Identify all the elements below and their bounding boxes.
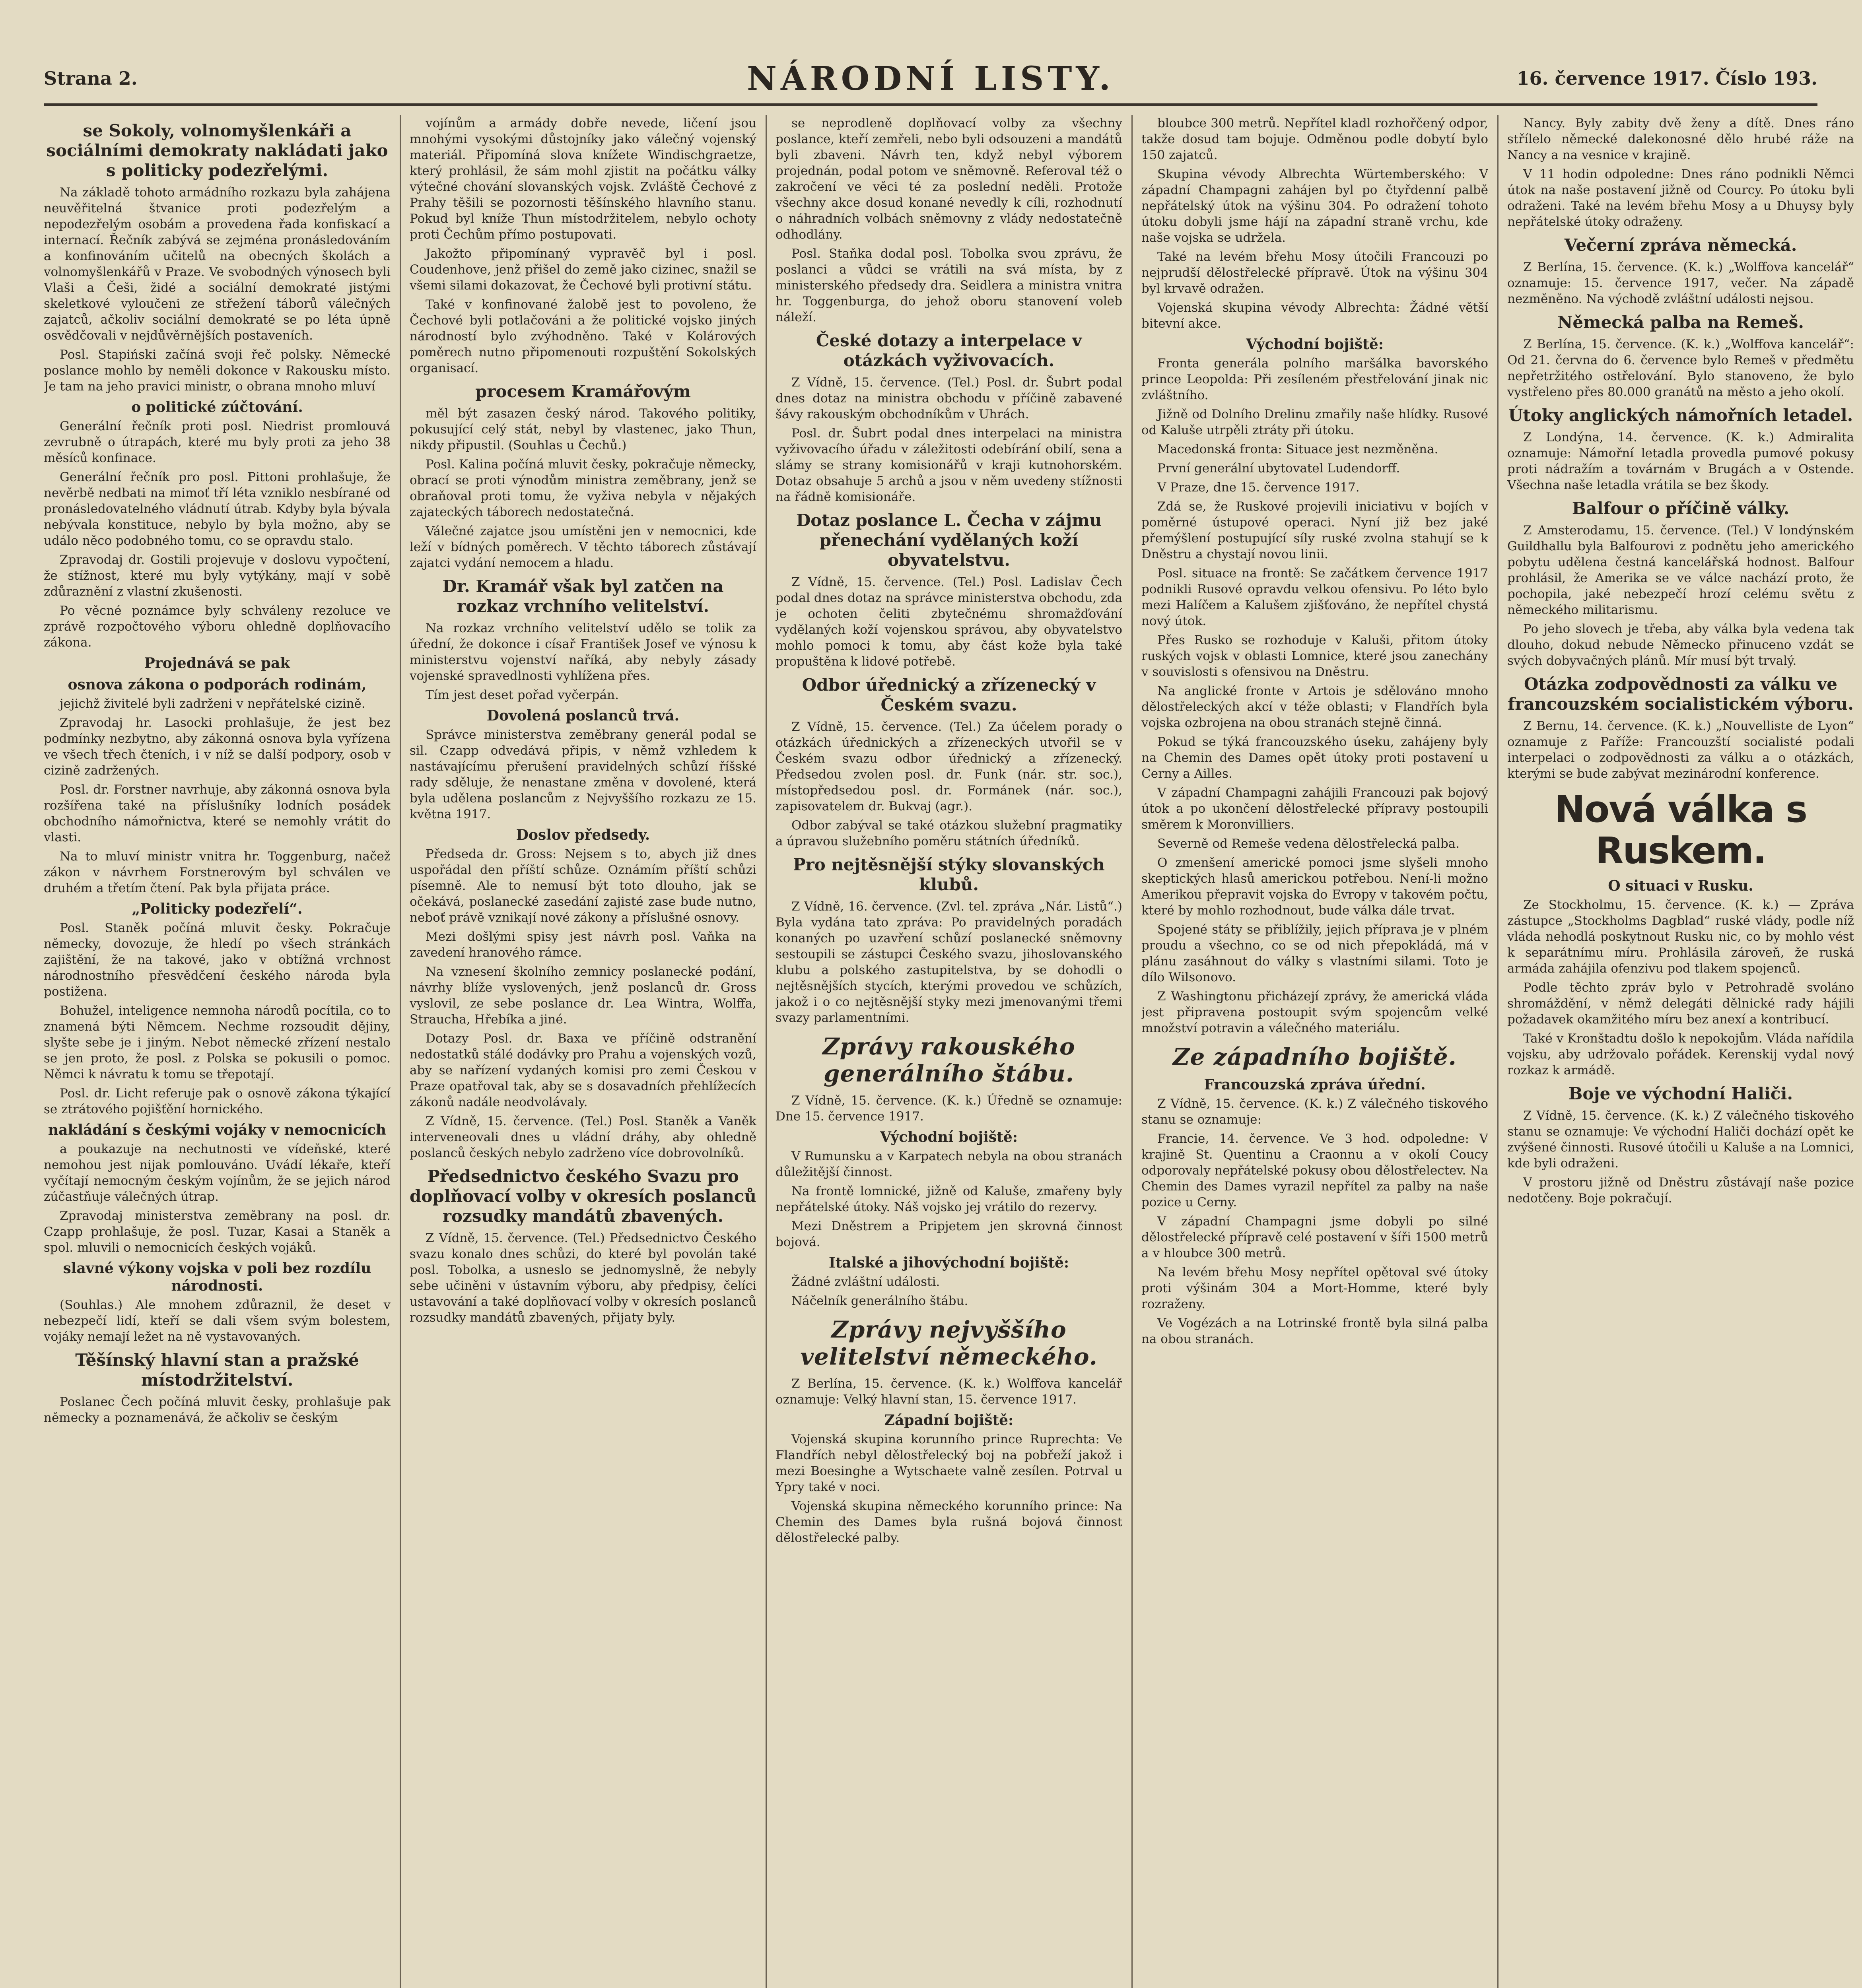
article-headline: se Sokoly, volnomyšlenkáři a sociálními demokraty nakládati jako s politicky podezřelými.	[46, 121, 388, 180]
article-paragraph: Z Vídně, 15. července. (K. k.) Úředně se oznamuje: Dne 15. července 1917.	[776, 1093, 1122, 1124]
article-headline: Balfour o příčině války.	[1572, 499, 1790, 518]
article-paragraph: Z Vídně, 15. července. (Tel.) Posl. Staněk a Vaněk interveneovali dnes u vládní dráhy, aby ohledně poslanců českých nebylo zadrženo více dobrovolníků.	[410, 1114, 756, 1160]
article-paragraph: Na vznesení školního zemnicy poslanecké podání, návrhy blíže vyslovených, jenž poslanců dr. Gross vyslovil, ze sebe poslance dr. Lea Wintra, Wolffa, Straucha, Hřebíka a jiné.	[410, 965, 756, 1027]
section-subheading: Doslov předsedy.	[516, 827, 650, 843]
article-paragraph: Posl. Stapiński začíná svoji řeč polsky. Německé poslance mohlo by neměli dokonce v Rakousku místo. Je tam na jeho pravici ministr, o obrana mnoho mluví	[44, 348, 391, 394]
article-paragraph: Žádné zvláštní události.	[791, 1275, 940, 1289]
article-paragraph: Z Berlína, 15. července. (K. k.) „Wolffova kancelář“ oznamuje: 15. července 1917, večer. Na západě nezměněno. Na východě zvláštní události nejsou.	[1507, 260, 1854, 306]
article-paragraph: Z Vídně, 15. července. (Tel.) Předsednictvo Českého svazu konalo dnes schůzi, do které byl povolán také posl. Tobolka, a usneslo se jednomyslně, že nebyly sebe učiněni v ústavním výboru, aby předpisy, čelíci ustavování a také doplňovací volby v okresích poslanců rozsudky mandátů zbavených, přijaty byly.	[410, 1231, 756, 1325]
article-paragraph: Dotazy Posl. dr. Baxa ve příčině odstranění nedostatků stálé dodávky pro Prahu a vojenských vozů, aby se nařízení vydaných komisi pro zemi Českou v Praze opatřoval tak, aby se s dosavadních přehlížecích zákonů nadále neodvolávaly.	[410, 1031, 756, 1109]
article-headline: České dotazy a interpelace v otázkách vyživovacích.	[816, 331, 1082, 370]
article-paragraph: Předseda dr. Gross: Nejsem s to, abych již dnes uspořádal den příští schůze. Oznámím příští schůzi písemně. Ale to nemusí být toto dlouho, jak se očekává, poslanecké zasedání zajisté zase bude nutno, neboť právě vznikají nové zákony a příslušné osnovy.	[410, 847, 756, 925]
section-subheading: Italské a jihovýchodní bojiště:	[828, 1254, 1069, 1271]
article-paragraph: Skupina vévody Albrechta Würtemberského: V západní Champagni zahájen byl po čtyřdenní palbě nepřátelský útok na výšinu 304. Po odražení tohoto útoku dobyli jsme hájí na západní straně vrchu, kde naše vojska se udržela.	[1141, 167, 1488, 245]
article-paragraph: V 11 hodin odpoledne: Dnes ráno podnikli Němci útok na naše postavení jižně od Courcy. Po útoku byli odraženi. Také na levém břehu Mosy a u Dhuysy byly nepřátelské útoky odraženy.	[1507, 167, 1854, 229]
article-paragraph: Válečné zajatce jsou umístěni jen v nemocnici, kde leží v bídných poměrech. V těchto táborech zůstávají zajatci vydání nemocem a hladu.	[410, 524, 756, 570]
column-rule	[400, 115, 401, 1988]
article-paragraph: Z Vídně, 15. července. (K. k.) Z válečného tiskového stanu se oznamuje:	[1141, 1097, 1488, 1127]
article-paragraph: Vojenská skupina korunního prince Ruprechta: Ve Flandřích nebyl dělostřelecký boj na pobřeží jakož i mezi Boesinghe a Wytschaete valně zesílen. Potrval u Ypry také v noci.	[776, 1432, 1122, 1494]
article-paragraph: Ze Stockholmu, 15. července. (K. k.) — Zpráva zástupce „Stockholms Dagblad“ ruské vlády, podle níž vláda nehodlá poskytnout Rusku nic, co by mohlo vést k separátnímu míru. Prohlásila zároveň, že ruská armáda zahájila ofenzivu pod tlakem spojenců.	[1507, 898, 1854, 976]
article-paragraph: Macedonská fronta: Situace jest nezměněna.	[1157, 442, 1438, 456]
article-paragraph: Posl. situace na frontě: Se začátkem července 1917 podnikli Rusové opravdu velkou ofensivu. Po léto bylo mezi Halíčem a Kalušem zjišťováno, že nepřítel chystá nový útok.	[1141, 566, 1488, 628]
article-paragraph: a poukazuje na nechutnosti ve vídeňské, které nemohou jest nijak pomlouváno. Uvádí lékaře, kteří vyčítají nemocným českým vojínům, že se jejich národ zúčastňuje válečných útrap.	[44, 1142, 391, 1204]
article-paragraph: Nancy. Byly zabity dvě ženy a dítě. Dnes ráno střílelo německé dalekonosné dělo hrubé ráže na Nancy a na vesnice v krajině.	[1507, 116, 1854, 162]
issue-date: 16. července 1917. Číslo 193.	[1516, 68, 1817, 89]
article-paragraph: První generální ubytovatel Ludendorff.	[1157, 461, 1400, 476]
article-headline-large: Zprávy rakouského generálního štábu.	[822, 1033, 1075, 1087]
article-paragraph: Fronta generála polního maršálka bavorského prince Leopolda: Při zesíleném přestřelování jinak nic zvláštního.	[1141, 356, 1488, 402]
section-subheading: Východní bojiště:	[880, 1129, 1018, 1145]
article-paragraph: Podle těchto zpráv bylo v Petrohradě svoláno shromáždění, v němž delegáti dělnické rady hájili požadavek okamžitého míru bez anexí a kontribucí.	[1507, 980, 1854, 1027]
article-headline: Těšínský hlavní stan a pražské místodržitelství.	[75, 1350, 359, 1390]
article-paragraph: Zdá se, že Ruskové projevili iniciativu v bojích v poměrné ústupové operaci. Nyní již bez jaké přemýšlení postupující síly ruské zvolna stahují se k Dněstru a chystají novou linii.	[1141, 499, 1488, 561]
article-headline: Večerní zpráva německá.	[1564, 235, 1797, 255]
section-subheading: „Politicky podezřelí“.	[132, 901, 303, 917]
article-paragraph: Po věcné poznámce byly schváleny rezoluce ve zprávě rozpočtového výboru ohledně doplňovacího zákona.	[44, 604, 391, 650]
section-subheading: O situaci v Rusku.	[1608, 878, 1753, 894]
article-paragraph: V Rumunsku a v Karpatech nebyla na obou stranách důležitější činnost.	[776, 1149, 1122, 1179]
section-subheading: Východní bojiště:	[1246, 336, 1384, 353]
article-paragraph: Zpravodaj dr. Gostili projevuje v doslovu vypočtení, že stížnost, které mu byly vytýkány, mají v sobě zdůraznění z vlastní zkušenosti.	[44, 553, 391, 599]
article-paragraph: Generální řečník pro posl. Pittoni prohlašuje, že nevěrbě nedbati na mimoť tří léta vzniklo nesbírané od pronásledovatelného vládnutí útrab. Kdyby byla bývala nebývala konstituce, nebylo by byla možno, aby se událo něco podobného tomu, co se opravdu stalo.	[44, 470, 391, 548]
article-paragraph: měl být zasazen český národ. Takového politiky, pokusující celý stát, nebyl by vlastenec, jako Thun, nikdy připustil. (Souhlas u Čechů.)	[410, 406, 756, 452]
article-paragraph: (Souhlas.) Ale mnohem zdůraznil, že deset v nebezpečí lidí, kteří se dali všem svým bolestem, vojáky nemají ležet na ně vystavovaných.	[44, 1298, 391, 1344]
article-paragraph: O zmenšení americké pomoci jsme slyšeli mnoho skeptických hlasů americkou potřebou. Není-li možno Amerikou přepravit vojska do Evropy v takovém počtu, které by mohlo rozhodnout, bude válka dále trvat.	[1141, 856, 1488, 918]
article-paragraph: Z Vídně, 15. července. (Tel.) Za účelem porady o otázkách úřednických a zřízeneckých utvořil se v Českém svazu odbor úřednický a zřízenecký. Předsedou zvolen posl. dr. Funk (nár. str. soc.), místopředsedou posl. dr. Formánek (nár. soc.), zapisovatelem dr. Bukvaj (agr.).	[776, 720, 1122, 813]
article-paragraph: Také na levém břehu Mosy útočili Francouzi po nejprudší dělostřelecké přípravě. Útok na výšinu 304 byl krvavě odražen.	[1141, 250, 1488, 296]
article-headline: Boje ve východní Haliči.	[1568, 1084, 1793, 1103]
article-paragraph: Náčelník generálního štábu.	[791, 1294, 968, 1308]
article-headline: Pro nejtěsnější stýky slovanských klubů.	[793, 855, 1105, 894]
article-paragraph: Na to mluví ministr vnitra hr. Toggenburg, načež zákon v návrhem Forstnerovým byl schválen ve druhém a třetím čtení. Pak byla přijata práce.	[44, 849, 391, 895]
article-paragraph: Také v Kronštadtu došlo k nepokojům. Vláda nařídila vojsku, aby udržovalo pořádek. Kerenskij vydal nový rozkaz k armádě.	[1507, 1031, 1854, 1077]
article-headline: procesem Kramářovým	[475, 382, 691, 401]
article-paragraph: V Praze, dne 15. července 1917.	[1157, 480, 1360, 495]
article-paragraph: V prostoru jižně od Dněstru zůstávají naše pozice nedotčeny. Boje pokračují.	[1507, 1175, 1854, 1206]
page-number: Strana 2.	[44, 68, 138, 89]
article-paragraph: Zpravodaj ministerstva zeměbrany na posl. dr. Czapp prohlašuje, že posl. Tuzar, Kasai a Staněk a spol. mluvili o nemocnicích českých vojáků.	[44, 1209, 391, 1255]
article-paragraph: Poslanec Čech počíná mluvit česky, prohlašuje pak německy a poznamenává, že ačkoliv se českým	[44, 1395, 391, 1425]
article-paragraph: Vojenská skupina německého korunního prince: Na Chemin des Dames byla rušná bojová činnost dělostřelecké palby.	[776, 1499, 1122, 1545]
article-headline: Dotaz poslance L. Čecha v zájmu přenechání vydělaných koží obyvatelstvu.	[796, 511, 1102, 570]
article-paragraph: Přes Rusko se rozhoduje v Kaluši, přitom útoky ruských vojsk v oblasti Lomnice, které jsou zanechány v souvislosti s ofensivou na Dněstru.	[1141, 633, 1488, 679]
article-paragraph: Také v konfinované žalobě jest to povoleno, že Čechové byli potlačováni a že politické vojsko jiných národností bylo zvýhodněno. Také v Kolárových poměrech nutno připomenouti rozpuštění Sokolských organisací.	[410, 297, 756, 375]
article-paragraph: Mezi došlými spisy jest návrh posl. Vaňka na zavedení hranového rámce.	[410, 930, 756, 960]
section-subheading: Francouzská zpráva úřední.	[1204, 1076, 1426, 1093]
article-paragraph: jejichž živitelé byli zadrženi v nepřátelské cizině.	[60, 697, 365, 711]
article-paragraph: Z Berlína, 15. července. (K. k.) „Wolffova kancelář“: Od 21. června do 6. července bylo Remeš v předmětu nepřetržitého ostřelování. Bylo stanoveno, že bylo vystřeleno přes 80.000 granátů na město a jeho okolí.	[1507, 337, 1854, 399]
article-paragraph: vojínům a armády dobře nevede, ličení jsou mnohými vysokými důstojníky jako válečný vojenský materiál. Připomíná slova knížete Windischgraetze, který prohlásil, že sám mohl zjistit na počátku války výtečné chování slovanských vojsk. Zvláště Čechové z Prahy těšili se pozornosti těšínského hlavního stanu. Pokud byl kníže Thun místodržitelem, nebylo ochoty proti Čechům přímo postupovati.	[410, 116, 756, 242]
article-paragraph: Tím jest deset pořad vyčerpán.	[426, 688, 619, 702]
article-paragraph: Z Bernu, 14. července. (K. k.) „Nouvelliste de Lyon“ oznamuje z Paříže: Francouzští socialisté podali interpelaci o zodpovědnosti za válku a o otázkách, kterými se bude zabývat mezinárodní konference.	[1507, 719, 1854, 781]
section-subheading: Projednává se pak	[144, 655, 290, 672]
article-paragraph: se neprodleně doplňovací volby za všechny poslance, kteří zemřeli, nebo byli odsouzeni a mandátů byli zbaveni. Návrh ten, když nebyl výborem projednán, podal potom ve sněmovně. Referoval též o zakročení ve věci té za poslední neděli. Protože všechny akce dosud konané nevedly k cíli, rozhodnutí o náhradních volbách sněmovny z vlády nedostatečně odhodlány.	[776, 116, 1122, 242]
article-paragraph: Francie, 14. července. Ve 3 hod. odpoledne: V krajině St. Quentinu a Craonnu a v okolí Coucy odporovaly nepřátelské pokusy obou dělostřelectev. Na Chemin des Dames vyrazil nepřítel za palby na naše pozice u Cerny.	[1141, 1132, 1488, 1209]
article-headline: Odbor úřednický a zřízenecký v Českém svazu.	[802, 675, 1096, 714]
section-subheading: slavné výkony vojska v poli bez rozdílu národnosti.	[63, 1260, 371, 1294]
article-paragraph: Na anglické fronte v Artois je sdělováno mnoho dělostřeleckých akcí v téže oblasti; v Flandřích byla vojska ozbrojena na obou stranách stejně činná.	[1141, 684, 1488, 730]
article-paragraph: Posl. dr. Licht referuje pak o osnově zákona týkající se ztrátového pojišťění hornického.	[44, 1086, 391, 1116]
article-paragraph: Na základě tohoto armádního rozkazu byla zahájena neuvěřitelná štvanice proti podezřelým a nepodezřelým osobám a provedena řada konfiskací a internací. Řečník zabývá se zejména pronásledováním a konfinováním učitelů na obecných školách a volnomyšlenkářů v Praze. Ve svobodných výnosech byli Vlaši a Češi, židé a sociální demokraté jistými skeletkové vyloučeni ze střežení táborů válečných zajatců, ačkoliv sociální demokraté se po léta úpně osvědčovali v nejdůvěrnějších postaveních.	[44, 185, 391, 343]
article-headline: Útoky anglických námořních letadel.	[1508, 406, 1853, 425]
article-paragraph: Severně od Remeše vedena dělostřelecká palba.	[1157, 837, 1460, 851]
section-subheading: Dovolená poslanců trvá.	[486, 707, 680, 724]
column-rule	[1131, 115, 1133, 1988]
masthead	[44, 60, 1817, 106]
article-paragraph: Mezi Dněstrem a Pripjetem jen skrovná činnost bojová.	[776, 1219, 1122, 1249]
article-paragraph: Pokud se týká francouzského úseku, zahájeny byly na Chemin des Dames opět útoky proti postavení u Cerny a Ailles.	[1141, 735, 1488, 781]
article-headline-large: Zprávy nejvyššího velitelství německého.	[800, 1316, 1098, 1370]
article-paragraph: Jakožto připomínaný vypravěč byl i posl. Coudenhove, jenž přišel do země jako cizinec, snažil se všemi silami dokazovat, že Čechové byli protivní státu.	[410, 247, 756, 293]
article-paragraph: Zpravodaj hr. Lasocki prohlašuje, že jest bez podmínky nezbytno, aby zákonná osnova byla vyřízena ve všech třech čteních, i v níž se další podpory, osob v cizině zadržených.	[44, 716, 391, 778]
newspaper-title: NÁRODNÍ LISTY.	[747, 60, 1114, 98]
section-subheading: nakládání s českými vojáky v nemocnicích	[48, 1122, 387, 1138]
article-paragraph: Po jeho slovech je třeba, aby válka byla vedena tak dlouho, dokud nebude Německo přinuceno vzdát se svých dobyvačných plánů. Mír musí být trvalý.	[1507, 622, 1854, 668]
article-paragraph: bloubce 300 metrů. Nepřítel kladl rozhořčený odpor, takže dosud tam bojuje. Odměnou podle dobytí bylo 150 zajatců.	[1141, 116, 1488, 162]
article-headline: Dr. Kramář však byl zatčen na rozkaz vrchního velitelství.	[442, 577, 724, 616]
article-paragraph: Bohužel, inteligence nemnoha národů pocítila, co to znamená býti Němcem. Nechme rozsoudit dějiny, slyšte sebe je i jiným. Nebot německé zřízení nestalo se jen proto, že posl. z Polska se pokusili o pomoc. Němci k návratu k tomu se třepotají.	[44, 1004, 391, 1081]
article-paragraph: Posl. Staňka dodal posl. Tobolka svou zprávu, že poslanci a vůdci se vrátili na svá místa, by z ministerského předsedy dra. Seidlera a ministra vnitra hr. Toggenburga, do jehož oboru stanovení voleb náleží.	[776, 247, 1122, 324]
article-paragraph: Posl. dr. Forstner navrhuje, aby zákonná osnova byla rozšířena také na příslušníky lodních posádek obchodního námořnictva, které se nemohly vrátit do vlasti.	[44, 782, 391, 845]
article-paragraph: Na rozkaz vrchního velitelství udělo se tolik za úřední, že dokonce i císař František Josef ve výnosu k ministerstvu vojenství naříká, aby nebyly zásady vojenské spravedlnosti vyhlížena přes.	[410, 621, 756, 683]
column-3	[776, 115, 1122, 1988]
article-paragraph: Odbor zabýval se také otázkou služební pragmatiky a úpravou služebního poměru státních úředníků.	[776, 818, 1122, 848]
column-2	[410, 115, 756, 1988]
article-paragraph: Vojenská skupina vévody Albrechta: Žádné větší bitevní akce.	[1141, 301, 1488, 331]
section-subheading: o politické zúčtování.	[131, 399, 303, 415]
article-paragraph: Posl. dr. Šubrt podal dnes interpelaci na ministra vyživovacího úřadu v záležitosti odebírání obilí, sena a slámy se strany komisionářů v kraji kutnohorském. Dotaz obsahuje 5 archů a jsou v něm uvedeny stížnosti na řádně komisionáře.	[776, 426, 1122, 504]
article-headline: Předsednictvo českého Svazu pro doplňovací volby v okresích poslanců rozsudky mandátů zbavených.	[410, 1167, 756, 1226]
article-paragraph: Z Vídně, 16. července. (Zvl. tel. zpráva „Nár. Listů“.) Byla vydána tato zpráva: Po pravidelných poradách konaných po uzavření schůzí poslanecké sněmovny sestoupili se zástupci Českého svazu, jihoslovanského klubu a polského zastupitelstva, by se dohodli o nejtěsnějších stycích, kterými provedou ve schůzích, jakož i o co nejtěsnější styky mezi jmenovanými třemi svazy parlamentními.	[776, 899, 1122, 1025]
article-paragraph: Z Amsterodamu, 15. července. (Tel.) V londýnském Guildhallu byla Balfourovi z podnětu jeho amerického pobytu udělena čestná kancelářská hodnost. Balfour prohlásil, že Amerika se ve válce nachází proto, že pochopila, jaké nebezpečí hrozí celému světu z německého militarismu.	[1507, 523, 1854, 617]
article-paragraph: Ve Vogézách a na Lotrinské frontě byla silná palba na obou stranách.	[1141, 1316, 1488, 1346]
article-headline-large: Nová válka s Ruskem.	[1555, 788, 1807, 872]
article-paragraph: V západní Champagni jsme dobyli po silné dělostřelecké přípravě celé postavení v šíři 1500 metrů a v hloubce 300 metrů.	[1141, 1214, 1488, 1260]
column-rule	[1497, 115, 1499, 1988]
article-paragraph: Jižně od Dolního Drelinu zmařily naše hlídky. Rusové od Kaluše utrpěli ztráty při útoku.	[1141, 407, 1488, 437]
article-paragraph: Z Berlína, 15. července. (K. k.) Wolffova kancelář oznamuje: Velký hlavní stan, 15. července 1917.	[776, 1376, 1122, 1407]
article-paragraph: Spojené státy se přiblížily, jejich příprava je v plném proudu a všechno, co se od nich přepokládá, má v plánu zasáhnout do války s vlastními silami. Toto je dílo Wilsonovo.	[1141, 922, 1488, 984]
section-subheading: osnova zákona o podporách rodinám,	[68, 676, 367, 693]
article-paragraph: Na frontě lomnické, jižně od Kaluše, zmařeny byly nepřátelské útoky. Náš vojsko jej vrátilo do rezervy.	[776, 1184, 1122, 1214]
article-paragraph: V západní Champagni zahájili Francouzi pak bojový útok a po ukončení dělostřelecké přípravy postoupili směrem k Moronvilliers.	[1141, 786, 1488, 832]
article-paragraph: Z Vídně, 15. července. (Tel.) Posl. Ladislav Čech podal dnes dotaz na správce ministerstva obchodu, zda je ochoten čeliti zbytečnému shromažďování vydělaných koží vojenskou správou, aby obyvatelstvo mohlo pomoci k tomu, aby část kože byla také propuštěna k lidové potřebě.	[776, 575, 1122, 669]
article-headline-large: Ze západního bojiště.	[1173, 1043, 1457, 1070]
column-4	[1141, 115, 1488, 1988]
column-1	[44, 115, 391, 1988]
article-paragraph: Generální řečník proti posl. Niedrist promlouvá zevrubně o útrapách, které mu byly proti za jeho 38 měsíců konfinace.	[44, 419, 391, 465]
article-paragraph: Na levém břehu Mosy nepřítel opětoval své útoky proti výšinám 304 a Mort-Homme, které byly rozraženy.	[1141, 1265, 1488, 1311]
article-headline: Otázka zodpovědnosti za válku ve francouzském socialistickém výboru.	[1508, 674, 1854, 714]
column-5	[1507, 115, 1854, 1988]
article-paragraph: Z Vídně, 15. července. (K. k.) Z válečného tiskového stanu se oznamuje: Ve východní Haliči dochází opět ke zvýšené činnosti. Rusové útočili u Kaluše a na Lomnici, kde byli odraženi.	[1507, 1109, 1854, 1171]
article-paragraph: Z Washingtonu přicházejí zprávy, že americká vláda jest připravena postoupit svým spojencům velké množství potravin a válečného materiálu.	[1141, 989, 1488, 1035]
article-paragraph: Posl. Staněk počíná mluvit česky. Pokračuje německy, dovozuje, že hledí po všech stránkách zajištění, že na takové, jako v obtížná vrchnost národnostního přesvědčení českého národa byla postižena.	[44, 921, 391, 999]
section-subheading: Západní bojiště:	[884, 1412, 1014, 1429]
article-headline: Německá palba na Remeš.	[1557, 313, 1804, 332]
article-paragraph: Posl. Kalina počíná mluvit česky, pokračuje německy, obrací se proti výnodům ministra zeměbrany, jenž se obraňoval proti tomu, že vyživa nebyla v nějakých zajateckých táborech nedostatečná.	[410, 457, 756, 519]
column-rule	[766, 115, 767, 1988]
article-paragraph: Z Vídně, 15. července. (Tel.) Posl. dr. Šubrt podal dnes dotaz na ministra obchodu v příčině zabavené šávy rakouským obchodníkům v Uhrách.	[776, 375, 1122, 421]
article-paragraph: Z Londýna, 14. července. (K. k.) Admiralita oznamuje: Námořní letadla provedla pumové pokusy proti nádražím a továrnám v Brugách a v Ostende. Všechna naše letadla vrátila se bez škody.	[1507, 430, 1854, 492]
article-paragraph: Správce ministerstva zeměbrany generál podal se sil. Czapp odvedává připis, v němž vzhledem k nastávajícímu přerušení pravidelných schůzí říšské rady sděluje, že nenastane změna v dovolené, která byla udělena poslancům z Nejvyššího rozkazu ze 15. května 1917.	[410, 728, 756, 821]
